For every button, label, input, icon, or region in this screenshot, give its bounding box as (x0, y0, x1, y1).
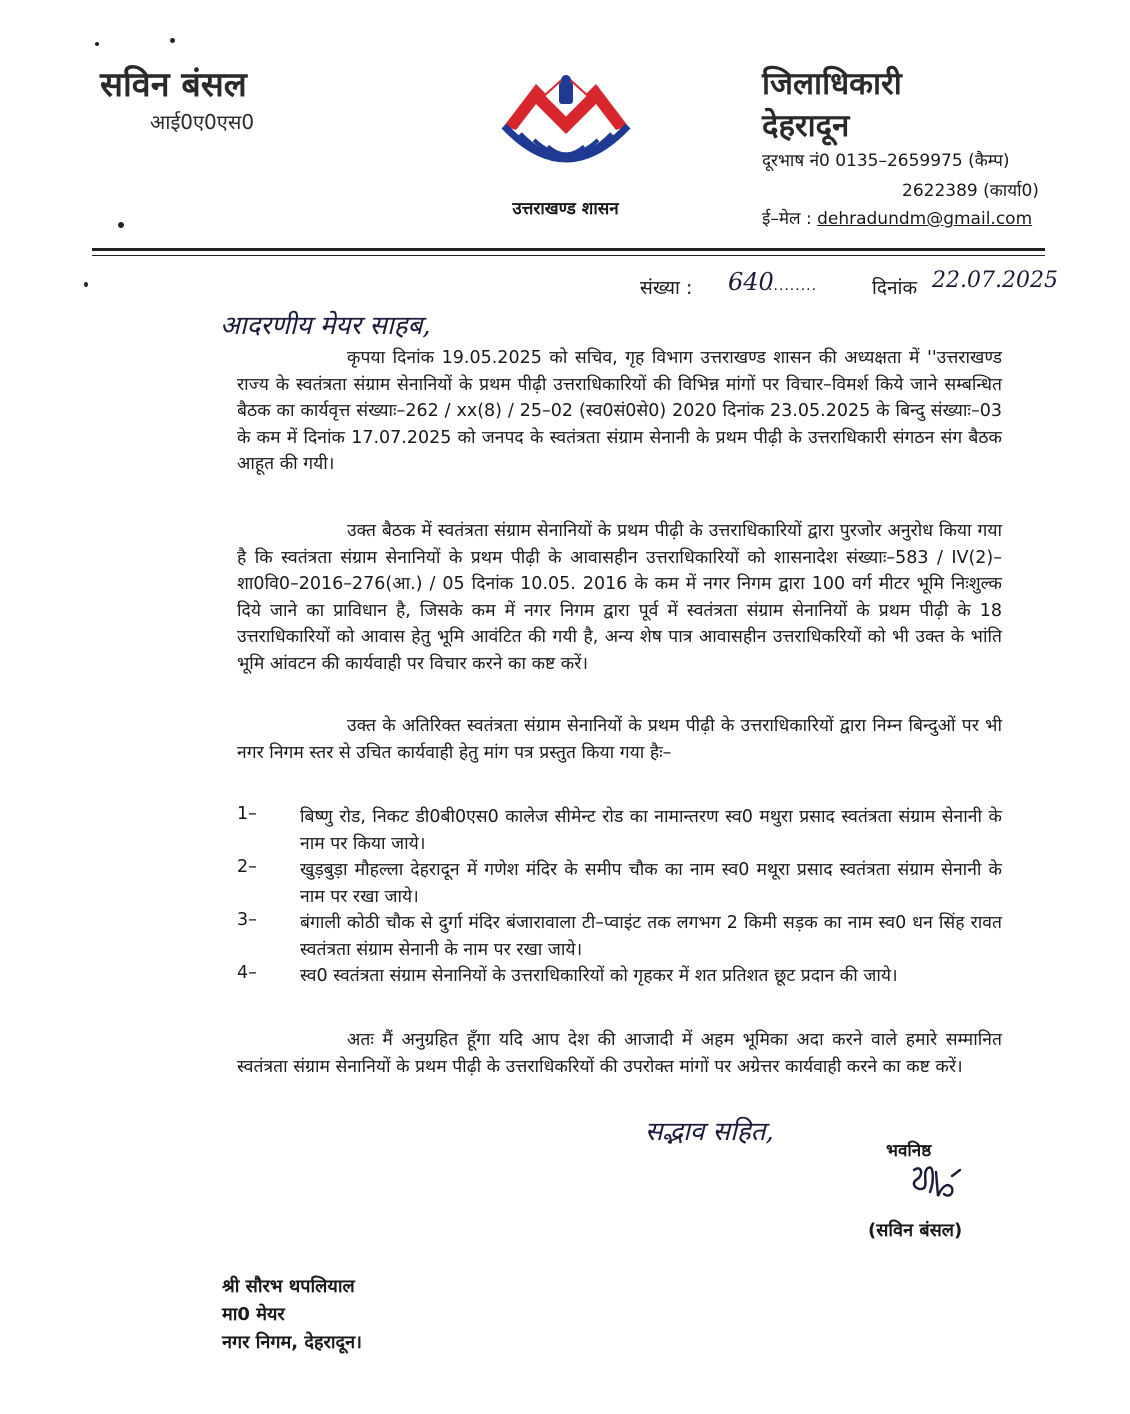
office-city: देहरादून (762, 108, 850, 144)
designation: जिलाधिकारी (762, 66, 902, 102)
list-item-text: बिष्णु रोड, निकट डी0बी0एस0 कालेज सीमेन्ट रोड का नामान्तरण स्व0 मथुरा प्रसाद स्वतंत्रता संग्राम सेनानी के नाम पर किया जाये। (300, 807, 1002, 854)
signatory-name: (सविन बंसल) (868, 1220, 963, 1241)
yours-faithfully: भवनिष्ठ (886, 1141, 932, 1161)
date-label: दिनांक (872, 277, 918, 299)
email-link[interactable]: dehradundm@gmail.com (817, 209, 1033, 229)
list-item-number: 3– (237, 910, 257, 930)
officer-service: आई0ए0एस0 (150, 110, 255, 134)
phone-camp: दूरभाष नं0 0135–2659975 (कैम्प) (762, 151, 1010, 171)
body-paragraph-1: कृपया दिनांक 19.05.2025 को सचिव, गृह विभाग उत्तराखण्ड शासन की अध्यक्षता में ''उत्तराखण्ड राज्य के स्वतंत्रता संग्राम सेनानियों के प्रथम पीढ़ी उत्तराधिकारियों की विभिन्न मांगों पर विचार–विमर्श किये जाने सम्बन्धित बैठक का कार्यवृत्त संख्याः–262 / xx(8) / 25–02 (स्व0सं0से0) 2020 दिनांक 23.05.2025 के बिन्दु संख्याः–03 के कम में दिनांक 17.07.2025 को जनपद के स्वतंत्रता संग्राम सेनानी के प्रथम पीढ़ी के उत्तराधिकारी संगठन संग बैठक आहूत की गयी। (237, 348, 1002, 474)
signature-icon (908, 1162, 964, 1206)
header-divider (92, 248, 1045, 251)
list-item-text: बंगाली कोठी चौक से दुर्गा मंदिर बंजारावाला टी–प्वाइंट तक लगभग 2 किमी सड़क का नाम स्व0 धन सिंह रावत स्वतंत्रता संग्राम सेनानी के नाम पर रखा जाये। (300, 913, 1002, 960)
salutation: आदरणीय मेयर साहब, (220, 311, 431, 341)
date-value: 22.07.2025 (932, 268, 1058, 293)
email-label: ई–मेल : (762, 209, 812, 229)
header-divider-thin (92, 255, 1045, 256)
ref-dotted-line: ......... (768, 278, 818, 294)
scan-speck (84, 282, 88, 287)
addressee-designation: मा0 मेयर (222, 1304, 285, 1325)
body-paragraph-4: अतः मैं अनुग्रहित हूँगा यदि आप देश की आजादी में अहम भूमिका अदा करने वाले हमारे सम्मानित स्वतंत्रता संग्राम सेनानियों के प्रथम पीढ़ी के उत्तराधिकरियों की उपरोक्त मांगों पर अग्रेत्तर कार्यवाही करने का कष्ट करें। (237, 1030, 1002, 1077)
body-paragraph-2: उक्त बैठक में स्वतंत्रता संग्राम सेनानियों के प्रथम पीढ़ी के उत्तराधिकारियों द्वारा पुरजोर अनुरोध किया गया है कि स्वतंत्रता संग्राम सेनानियों के प्रथम पीढ़ी के आवासहीन उत्तराधिकारियों को शासनादेश संख्याः–583 / IV(2)–शा0वि0–2016–276(आ.) / 05 दिनांक 10.05. 2016 के कम में नगर निगम द्वारा 100 वर्ग मीटर भूमि निःशुल्क दिये जाने का प्राविधान है, जिसके कम में नगर निगम द्वारा पूर्व में स्वतंत्रता संग्राम सेनानियों के प्रथम पीढ़ी के 18 उत्तराधिकारियों को आवास हेतु भूमि आवंटित की गयी है, अन्य शेष पात्र आवासहीन उत्तराधिकरियों को भी उक्त के भांति भूमि आंवटन की कार्यवाही पर विचार करने का कष्ट करें। (237, 521, 1002, 674)
scan-speck (95, 42, 99, 46)
list-item-number: 1– (237, 804, 257, 824)
officer-name: सविन बंसल (100, 65, 247, 105)
ref-number-value: 640 (728, 268, 774, 296)
list-item-number: 2– (237, 857, 257, 877)
addressee-office: नगर निगम, देहरादून। (222, 1332, 362, 1353)
body-paragraph-3: उक्त के अतिरिक्त स्वतंत्रता संग्राम सेनानियों के प्रथम पीढ़ी के उत्तराधिकारियों द्वारा निम्न बिन्दुओं पर भी नगर निगम स्तर से उचित कार्यवाही हेतु मांग पत्र प्रस्तुत किया गया हैः– (237, 716, 1002, 763)
list-item-text: स्व0 स्वतंत्रता संग्राम सेनानियों के उत्तराधिकारियों को गृहकर में शत प्रतिशत छूट प्रदान की जाये। (300, 966, 898, 986)
uttarakhand-emblem-icon (496, 64, 636, 184)
govt-label: उत्तराखण्ड शासन (512, 199, 619, 219)
handwritten-closing: सद्भाव सहित, (645, 1117, 774, 1147)
addressee-name: श्री सौरभ थपलियाल (222, 1276, 355, 1297)
scan-speck (118, 222, 124, 228)
list-item-number: 4– (237, 963, 257, 983)
scan-speck (170, 38, 175, 43)
ref-number-label: संख्या : (640, 277, 693, 299)
phone-office: 2622389 (कार्या0) (902, 181, 1039, 201)
list-item-text: खुड़बुड़ा मौहल्ला देहरादून में गणेश मंदिर के समीप चौक का नाम स्व0 मथूरा प्रसाद स्वतंत्रता संग्राम सेनानी के नाम पर रखा जाये। (300, 860, 1002, 907)
email-line (762, 206, 1032, 229)
